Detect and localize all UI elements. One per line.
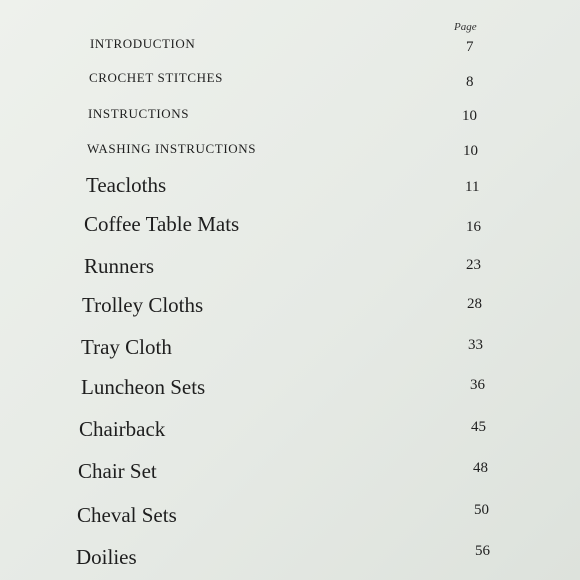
toc-entry-page: 36: [470, 377, 485, 393]
toc-entry-title: Teacloths: [86, 173, 167, 197]
toc-entry-title: Coffee Table Mats: [84, 212, 240, 236]
toc-entry-title: Trolley Cloths: [82, 293, 204, 317]
toc-entry-title: WASHING INSTRUCTIONS: [87, 141, 257, 156]
toc-entry-title: Chairback: [79, 417, 166, 441]
toc-entry-title: Tray Cloth: [81, 335, 172, 359]
toc-entry-page: 50: [474, 502, 489, 518]
toc-entry-title: INTRODUCTION: [90, 36, 196, 51]
toc-entry-page: 45: [471, 419, 486, 435]
toc-entry-title: INSTRUCTIONS: [88, 106, 190, 121]
toc-entry-page: 10: [463, 143, 478, 159]
toc-entry-title: Doilies: [76, 545, 137, 569]
toc-entry-page: 16: [466, 219, 481, 235]
toc-entry-page: 23: [466, 257, 481, 273]
toc-entry-title: CROCHET STITCHES: [89, 70, 223, 85]
page-column-header: Page: [454, 21, 477, 33]
toc-entry-page: 7: [466, 39, 474, 55]
toc-entry-page: 28: [467, 296, 482, 312]
toc-entry-page: 48: [473, 460, 488, 476]
toc-entry-page: 11: [465, 179, 480, 195]
toc-entry-title: Cheval Sets: [77, 503, 177, 527]
toc-entry-page: 56: [475, 543, 490, 559]
toc-entry-page: 33: [468, 337, 483, 353]
toc-entry-title: Chair Set: [78, 459, 157, 483]
toc-entry-title: Runners: [84, 254, 154, 278]
toc-entry-page: 10: [462, 108, 477, 124]
toc-entry-page: 8: [466, 74, 474, 90]
toc-entry-title: Luncheon Sets: [81, 375, 206, 399]
